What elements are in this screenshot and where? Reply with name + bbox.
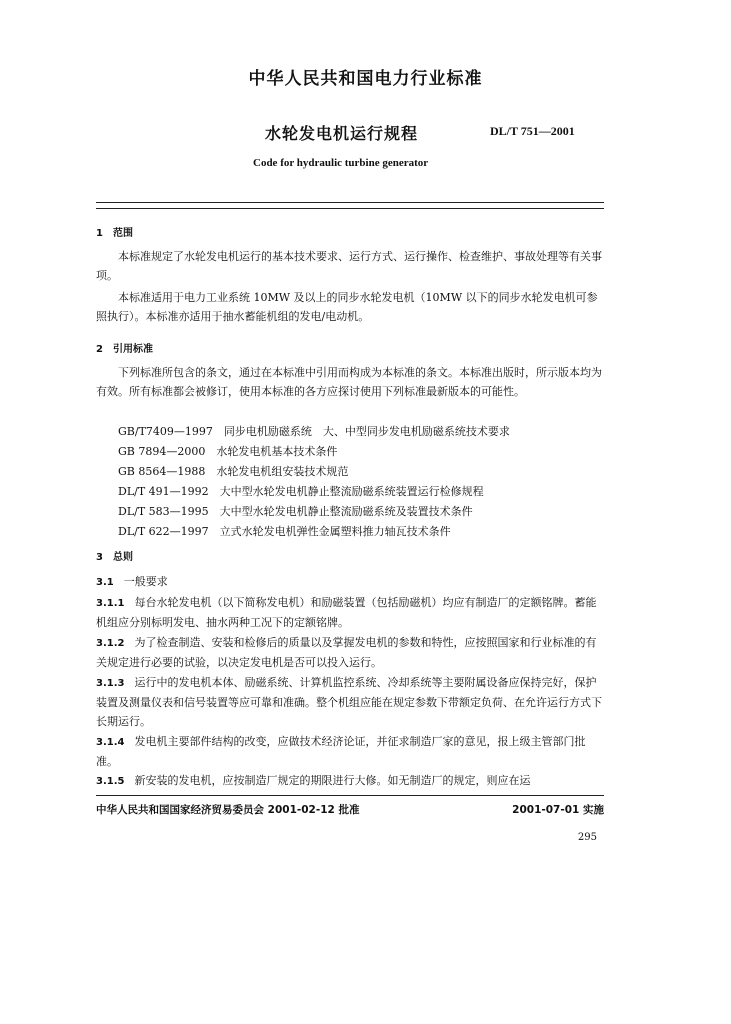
document-title: 水轮发电机运行规程 [265,124,419,143]
subsection-number: 3.1 [96,577,114,588]
implementation-date: 2001-07-01 实施 [512,804,604,816]
clause-3-1-2 [96,633,604,672]
clause-3-1-3 [96,673,604,731]
section-1-paragraph-1: 本标准规定了水轮发电机运行的基本技术要求、运行方式、运行操作、检查维护、事故处理等有关事项。 [96,250,602,282]
reference-item: GB 7894—2000 水轮发电机基本技术条件 [118,445,338,458]
reference-item: DL/T 622—1997 立式水轮发电机弹性金属塑料推力轴瓦技术条件 [118,525,451,538]
reference-item: GB/T7409—1997 同步电机励磁系统 大、中型同步发电机励磁系统技术要求 [118,425,510,438]
clause-number: 3.1.5 [96,776,125,787]
footer-rule [96,795,604,796]
clause-3-1-1 [96,593,604,632]
clause-text: 为了检查制造、安装和检修后的质量以及掌握发电机的参数和特性，应按照国家和行业标准的有关规定进行必要的试验，以决定发电机是否可以投入运行。 [96,636,597,669]
subsection-3-1 [96,573,168,589]
reference-item: GB 8564—1988 水轮发电机组安装技术规范 [118,465,349,478]
clause-text: 每台水轮发电机（以下简称发电机）和励磁装置（包括励磁机）均应有制造厂的定额铭牌。蓄能机组应分别标明发电、抽水两种工况下的定额铭牌。 [96,596,597,629]
section-3-heading: 3 总则 [96,552,133,563]
top-rule-second [96,208,604,209]
standard-number: DL/T 751—2001 [490,124,575,138]
english-title: Code for hydraulic turbine generator [253,157,429,169]
section-2-paragraph: 下列标准所包含的条文，通过在本标准中引用而构成为本标准的条文。本标准出版时，所示版本均为有效。所有标准都会被修订，使用本标准的各方应探讨使用下列标准最新版本的可能性。 [96,366,602,398]
clause-3-1-5 [96,771,604,791]
section-1-paragraph-2: 本标准适用于电力工业系统 10MW 及以上的同步水轮发电机（10MW 以下的同步水轮发电机可参照执行）。本标准亦适用于抽水蓄能机组的发电/电动机。 [96,291,598,323]
top-rule [96,202,604,203]
standard-category-header: 中华人民共和国电力行业标准 [248,69,483,89]
clause-number: 3.1.3 [96,678,125,689]
section-1-heading: 1 范围 [96,228,133,239]
clause-number: 3.1.4 [96,737,125,748]
approval-line: 中华人民共和国国家经济贸易委员会 2001-02-12 批准 [96,804,360,816]
clause-text: 运行中的发电机本体、励磁系统、计算机监控系统、冷却系统等主要附属设备应保持完好，保护装置及测量仪表和信号装置等应可靠和准确。整个机组应能在规定参数下带额定负荷、在允许运行方式下长期运行。 [96,676,602,728]
clause-number: 3.1.1 [96,598,125,609]
reference-item: DL/T 583—1995 大中型水轮发电机静止整流励磁系统及装置技术条件 [118,505,473,518]
clause-3-1-4 [96,732,604,771]
clause-number: 3.1.2 [96,638,125,649]
section-2-heading: 2 引用标准 [96,344,153,355]
clause-text: 发电机主要部件结构的改变，应做技术经济论证，并征求制造厂家的意见，报上级主管部门批准。 [96,735,586,768]
clause-text: 新安装的发电机，应按制造厂规定的期限进行大修。如无制造厂的规定，则应在运 [134,774,531,787]
page-number: 295 [577,832,597,843]
reference-item: DL/T 491—1992 大中型水轮发电机静止整流励磁系统装置运行检修规程 [118,485,484,498]
subsection-title: 一般要求 [123,575,168,588]
